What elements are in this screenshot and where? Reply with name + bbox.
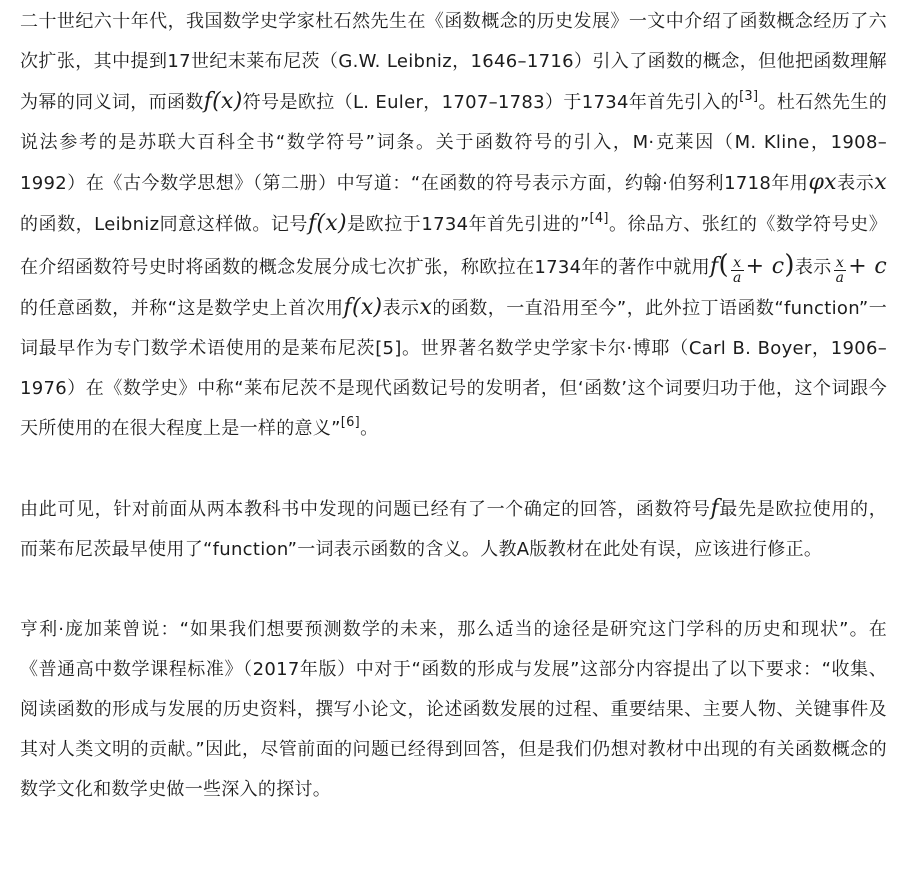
- p1-text-7: 。徐品方、张红的《数学符号史》在介绍函数符号史时将函数的概念发展分成七次扩张，称欧拉在1734年的著作中就用: [20, 214, 887, 278]
- p1-text-5: 的函数，Leibniz同意这样做。记号: [20, 214, 308, 235]
- math-f: f: [710, 496, 720, 521]
- math-close-paren: ): [784, 250, 795, 280]
- math-f-of-x: f(x): [203, 89, 243, 114]
- p1-text-4: 表示: [836, 173, 875, 194]
- p1-text-12: 。: [360, 418, 379, 439]
- math-x: x: [874, 170, 887, 195]
- fraction-numerator: x: [834, 256, 847, 271]
- p1-text-3: 。杜石然先生的说法参考的是苏联大百科全书“数学符号”词条。关于函数符号的引入，M·克莱因（M. Kline，1908–1992）在《古今数学思想》（第二册）中写道：“在函数的符号表示方面，约翰·伯努利1718年用: [20, 92, 887, 194]
- fraction-denominator: a: [732, 270, 742, 286]
- math-fraction-x-over-a: [731, 256, 744, 285]
- math-f-of-x: f(x): [343, 295, 383, 320]
- math-plus-c: + c: [848, 254, 887, 279]
- p1-text-1: 二十世纪六十年代，我国数学史学家杜石然先生在《函数概念的历史发展》一文中介绍了函数概念经历了六次扩张，其中提到17世纪末莱布尼茨（G.W. Leibniz，1646–1716）引入了函数的概念，但他把函数理解为幂的同义词，而函数: [20, 11, 887, 113]
- citation-ref-3: [3]: [739, 89, 759, 104]
- p3-text: 亨利·庞加莱曾说：“如果我们想要预测数学的未来，那么适当的途径是研究这门学科的历史和现状”。在《普通高中数学课程标准》（2017年版）中对于“函数的形成与发展”这部分内容提出了以下要求：“收集、阅读函数的形成与发展的历史资料，撰写小论文，论述函数发展的过程、重要结果、主要人物、关键事件及其对人类文明的贡献。”因此，尽管前面的问题已经得到回答，但是我们仍想对教材中出现的有关函数概念的数学文化和数学史做一些深入的探讨。: [20, 619, 887, 800]
- math-fraction-x-over-a: [834, 256, 847, 285]
- citation-ref-4: [4]: [589, 211, 609, 226]
- citation-ref-6: [6]: [340, 415, 361, 430]
- paragraph-history-of-function-notation: [20, 2, 887, 449]
- p1-text-11: 的函数，一直沿用至今”，此外拉丁语函数“function”一词最早作为专门数学术语使用的是莱布尼茨[5]。世界著名数学史学家卡尔·博耶（Carl B. Boyer，1906–1976）在《数学史》中称“莱布尼茨不是现代函数记号的发明者，但‘函数’这个词要归功于他，这个词跟今天所使用的在很大程度上是一样的意义”: [20, 298, 887, 439]
- paragraph-poincare-quote: [20, 610, 887, 810]
- math-open-paren: (: [718, 250, 729, 280]
- fraction-numerator: x: [731, 256, 744, 271]
- p1-text-6: 是欧拉于1734年首先引进的”: [346, 214, 590, 235]
- math-x: x: [419, 295, 433, 320]
- paragraph-spacer: [20, 570, 887, 610]
- math-phi-x: φx: [808, 170, 837, 195]
- p1-text-9: 的任意函数，并称“这是数学史上首次用: [20, 298, 344, 319]
- p1-text-2: 符号是欧拉（L. Euler，1707–1783）于1734年首先引入的: [242, 92, 740, 113]
- fraction-denominator: a: [835, 270, 845, 286]
- p1-text-10: 表示: [382, 298, 420, 319]
- math-f: f: [710, 254, 719, 279]
- math-f-of-x: f(x): [307, 211, 347, 236]
- p1-text-8: 表示: [794, 257, 832, 278]
- p2-text-1: 由此可见，针对前面从两本教科书中发现的问题已经有了一个确定的回答，函数符号: [20, 499, 711, 520]
- p2-text-2: 最先是欧拉使用的，而莱布尼茨最早使用了“function”一词表示函数的含义。人教A版教材在此处有误，应该进行修正。: [20, 499, 887, 560]
- paragraph-conclusion: [20, 489, 887, 570]
- math-plus-c: + c: [745, 254, 785, 279]
- paragraph-spacer: [20, 449, 887, 489]
